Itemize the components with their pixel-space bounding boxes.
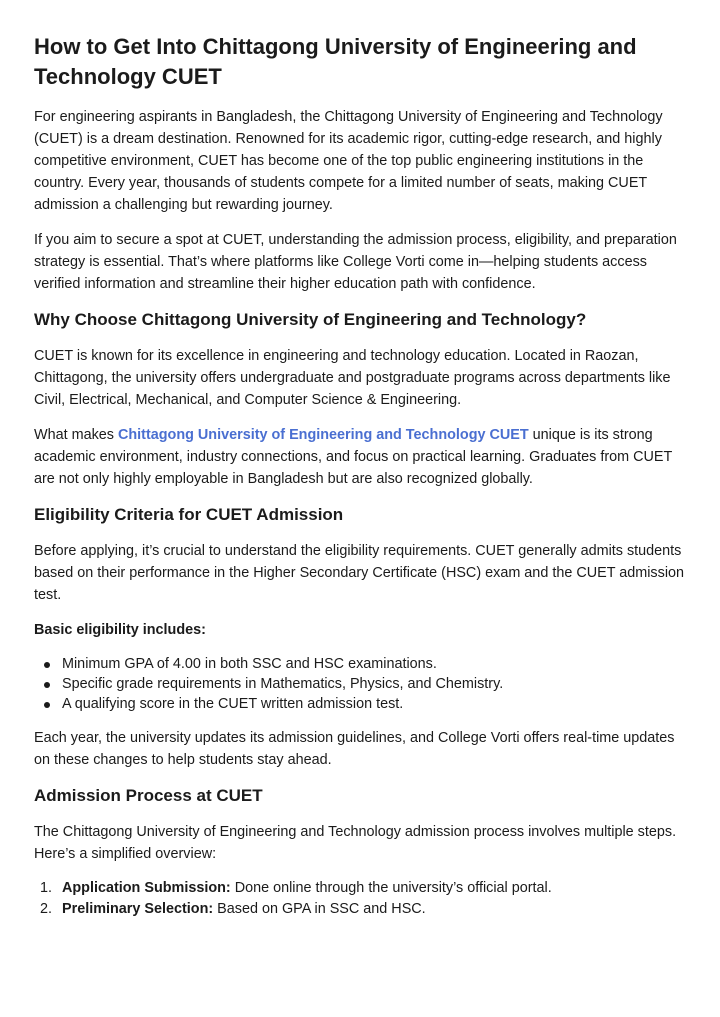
eligibility-paragraph-2: Each year, the university updates its admission guidelines, and College Vorti offers real-time updates on these changes to help students stay ahead. bbox=[34, 730, 675, 768]
step-number: 2. bbox=[40, 901, 53, 917]
list-item bbox=[62, 654, 686, 674]
why-paragraph-2 bbox=[34, 424, 686, 490]
why-paragraph-2-lead: What makes bbox=[34, 427, 118, 443]
intro-paragraph-2: If you aim to secure a spot at CUET, understanding the admission process, eligibility, and preparation strategy is essential. That’s where platforms like College Vorti come in—helping students access verified information and streamline their higher education path with confidence. bbox=[34, 232, 677, 292]
step-text: Based on GPA in SSC and HSC. bbox=[213, 901, 426, 917]
bullet-icon bbox=[44, 682, 50, 688]
step-text: Done online through the university’s official portal. bbox=[230, 880, 552, 896]
list-item bbox=[40, 878, 686, 899]
list-item-text: Specific grade requirements in Mathematics, Physics, and Chemistry. bbox=[62, 676, 504, 692]
process-steps bbox=[34, 878, 686, 920]
why-heading: Why Choose Chittagong University of Engineering and Technology? bbox=[34, 310, 587, 329]
step-number: 1. bbox=[40, 880, 53, 896]
process-paragraph-1: The Chittagong University of Engineering and Technology admission process involves multiple steps. Here’s a simplified overview: bbox=[34, 824, 677, 862]
eligibility-heading: Eligibility Criteria for CUET Admission bbox=[34, 505, 344, 524]
why-paragraph-1: CUET is known for its excellence in engineering and technology education. Located in Raozan, Chittagong, the university offers undergraduate and postgraduate programs across departments like Civil, Electrical, Mechanical, and Computer Science & Engineering. bbox=[34, 348, 671, 408]
list-item bbox=[62, 674, 686, 694]
eligibility-paragraph-1: Before applying, it’s crucial to understand the eligibility requirements. CUET generally admits students based on their performance in the Higher Secondary Certificate (HSC) exam and the CUET admission test. bbox=[34, 543, 685, 603]
step-title: Application Submission: bbox=[62, 880, 231, 896]
bullet-icon bbox=[44, 702, 50, 708]
page-title: How to Get Into Chittagong University of Engineering and Technology CUET bbox=[34, 34, 637, 89]
list-item-text: Minimum GPA of 4.00 in both SSC and HSC examinations. bbox=[62, 656, 437, 672]
why-paragraph-2-rest: unique is its strong academic environment, industry connections, and focus on practical learning. Graduates from CUET are not only highly employable in Bangladesh but are also recognized globally. bbox=[34, 427, 673, 487]
process-heading: Admission Process at CUET bbox=[34, 786, 263, 805]
list-item bbox=[62, 694, 686, 714]
list-item-text: A qualifying score in the CUET written admission test. bbox=[62, 696, 404, 712]
list-item bbox=[40, 899, 686, 920]
eligibility-label: Basic eligibility includes: bbox=[34, 622, 206, 638]
bullet-icon bbox=[44, 662, 50, 668]
eligibility-list bbox=[34, 654, 686, 714]
cuet-link[interactable]: Chittagong University of Engineering and Technology CUET bbox=[117, 427, 529, 443]
step-title: Preliminary Selection: bbox=[62, 901, 214, 917]
intro-paragraph-1: For engineering aspirants in Bangladesh, the Chittagong University of Engineering and Technology (CUET) is a dream destination. Renowned for its academic rigor, cutting-edge research, and highly competitive environment, CUET has become one of the top public engineering institutions in the country. Every year, thousands of students compete for a limited number of seats, making CUET admission a challenging but rewarding journey. bbox=[34, 109, 663, 213]
